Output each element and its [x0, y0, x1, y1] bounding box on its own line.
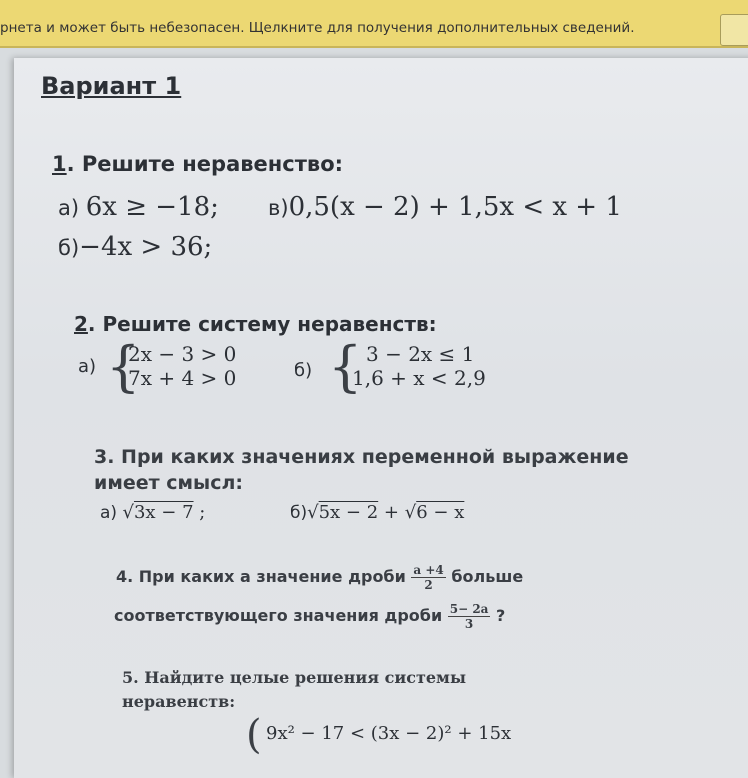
q3-a-radicand: 3x − 7 — [133, 502, 194, 523]
q5-heading-line1: 5. Найдите целые решения системы — [122, 668, 466, 687]
q4-line2-end: ? — [496, 606, 506, 625]
q5-heading-line2: неравенств: — [122, 692, 236, 711]
q3-a-separator: ; — [193, 502, 206, 523]
q4-line1 — [116, 563, 523, 592]
q3-item-b — [290, 502, 464, 523]
q4-frac2-denominator: 3 — [464, 617, 474, 631]
q1-item-b — [58, 232, 212, 262]
sqrt-symbol: √ — [122, 502, 134, 523]
q4-fraction-2 — [448, 602, 491, 631]
q2-b-line1: 3 − 2x ≤ 1 — [366, 342, 475, 366]
q1-a-expression: 6x ≥ −18; — [85, 192, 219, 222]
q4-fraction-1 — [411, 563, 445, 592]
q4-line2-text: соответствующего значения дроби — [114, 606, 448, 625]
infobar-close-button[interactable] — [720, 14, 748, 46]
q2-number: 2 — [74, 312, 88, 336]
q4-line1-end: больше — [451, 567, 524, 586]
q3-b-plus: + — [378, 502, 405, 523]
q2-heading — [74, 312, 437, 336]
q4-line1-text: 4. При каких а значение дроби — [116, 567, 412, 586]
q1-a-label: а) — [58, 196, 86, 220]
q3-b-label: б) — [290, 503, 308, 523]
q2-b-line2: 1,6 + x < 2,9 — [352, 366, 486, 390]
worksheet-page — [14, 58, 748, 778]
q5-line1: 9x² − 17 < (3x − 2)² + 15x — [266, 723, 512, 744]
sqrt-symbol: √ — [307, 502, 319, 523]
q2-a-brace: { — [106, 335, 141, 398]
sqrt-symbol: √ — [404, 502, 417, 523]
q2-b-brace: { — [328, 335, 363, 398]
q2-b-system — [352, 342, 486, 390]
q4-frac1-numerator: a +4 — [413, 563, 444, 577]
q2-a-label: а) — [78, 356, 97, 377]
q3-b-radicand1: 5x − 2 — [318, 502, 379, 523]
q2-a-system — [128, 342, 236, 390]
q3-heading-line1: 3. При каких значениях переменной выражение — [94, 446, 629, 468]
q2-heading-text: . Решите систему неравенств: — [87, 312, 437, 336]
q3-heading-line2: имеет смысл: — [94, 472, 243, 494]
q4-line2 — [114, 602, 505, 631]
q2-a-line1: 2x − 3 > 0 — [128, 342, 237, 366]
q1-heading — [52, 152, 343, 176]
infobar-message[interactable]: рнета и может быть небезопасен. Щелкните для получения дополнительных сведений. — [0, 20, 635, 36]
q2-b-label: б) — [294, 360, 313, 381]
q4-frac2-numerator: 5− 2a — [449, 602, 489, 616]
q1-b-expression: −4x > 36; — [79, 232, 213, 262]
variant-title: Вариант 1 — [41, 72, 182, 100]
q2-a-line2: 7x + 4 > 0 — [128, 366, 237, 390]
q1-number: 1 — [52, 152, 67, 176]
q1-v-expression: 0,5(x − 2) + 1,5x < x + 1 — [288, 192, 622, 222]
q1-heading-text: . Решите неравенство: — [66, 152, 344, 176]
q1-v-label: в) — [268, 196, 289, 220]
security-infobar[interactable] — [0, 0, 748, 48]
q1-item-v — [268, 192, 622, 222]
q1-b-label: б) — [58, 236, 80, 260]
q4-frac1-denominator: 2 — [424, 578, 433, 592]
q1-item-a — [58, 192, 219, 222]
q3-item-a — [100, 502, 205, 523]
q3-a-label: а) — [100, 503, 123, 523]
q3-b-radicand2: 6 − x — [416, 502, 465, 523]
q5-brace: ( — [246, 712, 262, 758]
